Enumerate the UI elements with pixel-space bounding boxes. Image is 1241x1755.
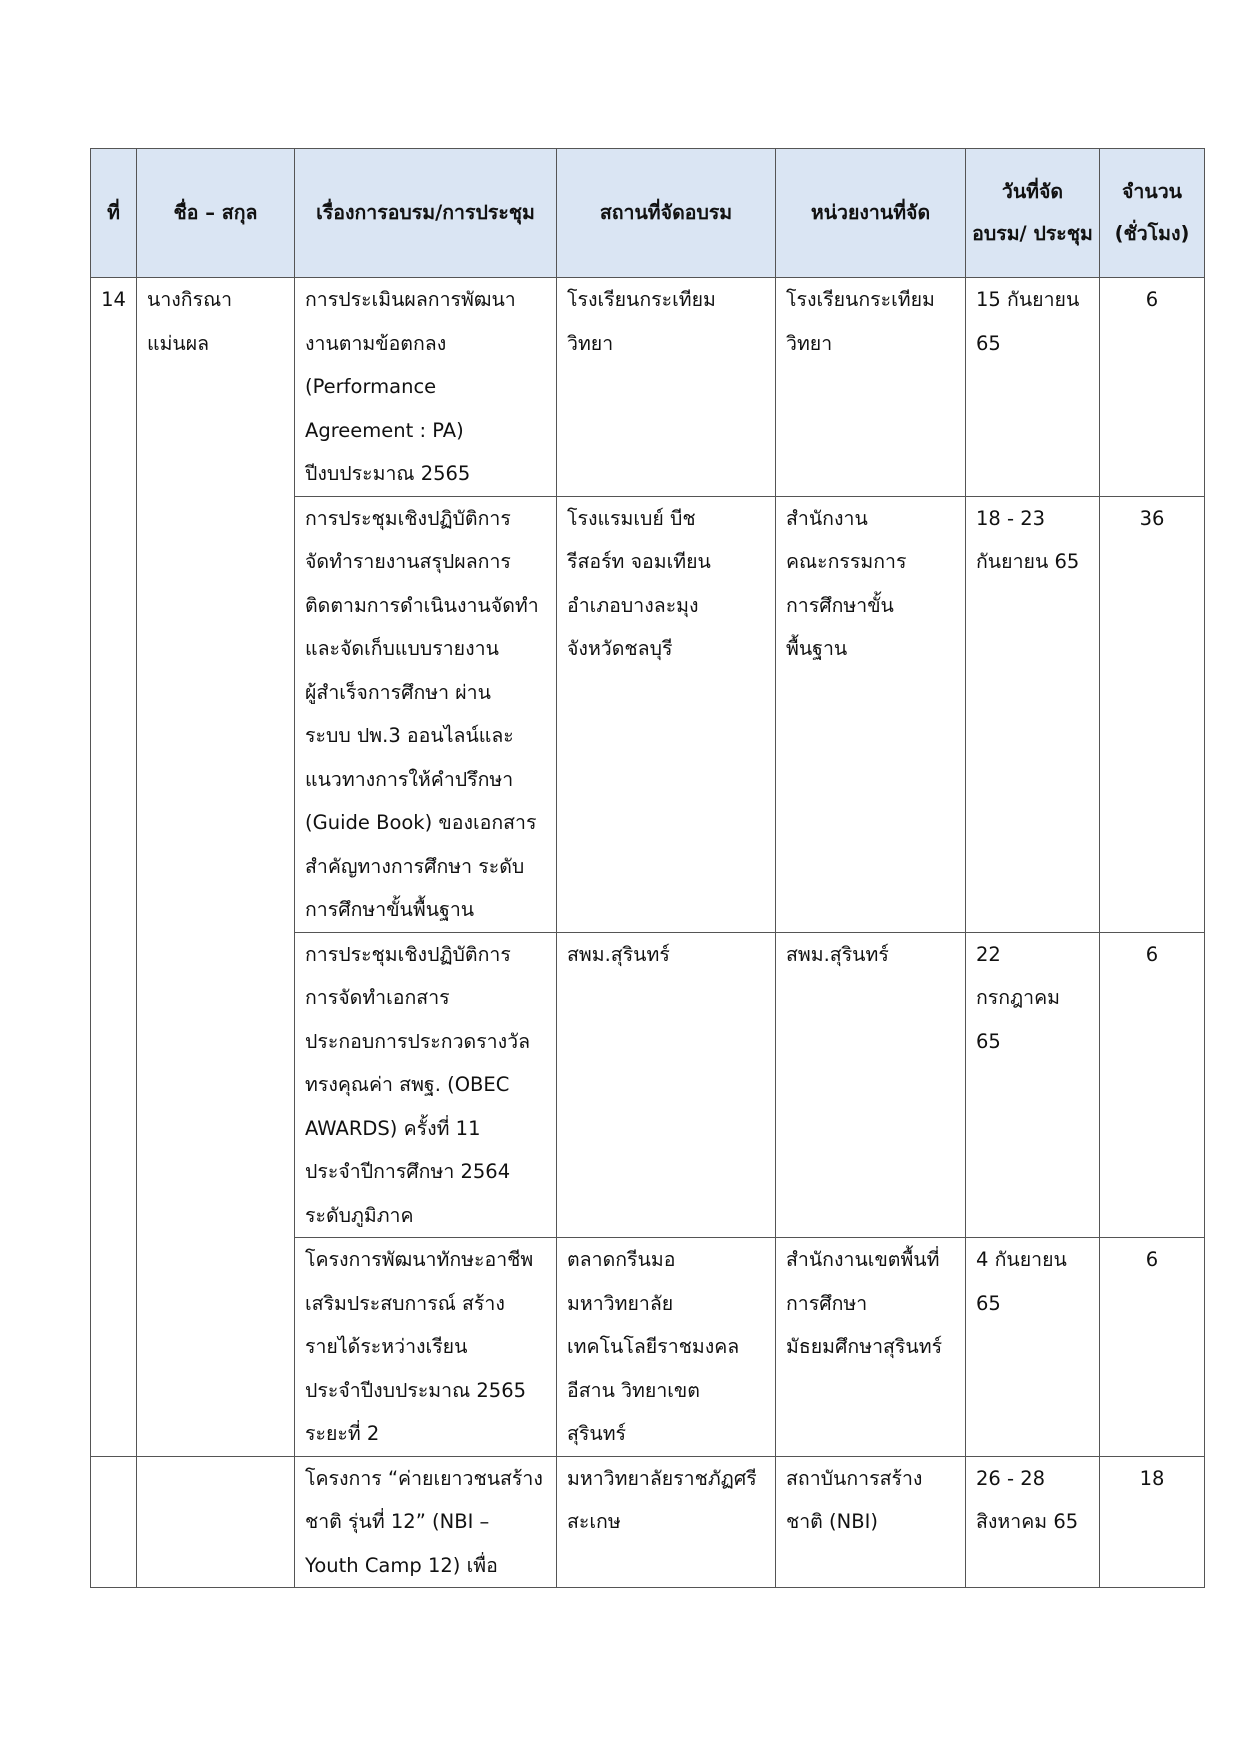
table-row (91, 278, 1205, 497)
training-date: 4 กันยายน 65 (966, 1238, 1100, 1457)
training-date: 26 - 28 สิงหาคม 65 (966, 1456, 1100, 1588)
training-organizer: สำนักงานเขตพื้นที่ การศึกษา มัธยมศึกษาสุรินทร์ (776, 1238, 966, 1457)
training-organizer: โรงเรียนกระเทียม วิทยา (776, 278, 966, 497)
training-record-table (90, 148, 1205, 1588)
training-topic: โครงการพัฒนาทักษะอาชีพ เสริมประสบการณ์ สร้าง รายได้ระหว่างเรียน ประจำปีงบประมาณ 2565 ระยะที่ 2 (295, 1238, 557, 1457)
header-venue: สถานที่จัดอบรม (557, 149, 776, 278)
training-organizer: สถาบันการสร้าง ชาติ (NBI) (776, 1456, 966, 1588)
header-row (91, 149, 1205, 278)
table-row (91, 1456, 1205, 1588)
training-hours: 36 (1100, 496, 1205, 932)
training-organizer: สำนักงาน คณะกรรมการ การศึกษาขั้น พื้นฐาน (776, 496, 966, 932)
row-number: 14 (91, 278, 137, 1457)
header-no: ที่ (91, 149, 137, 278)
training-hours: 6 (1100, 932, 1205, 1238)
header-name: ชื่อ – สกุล (137, 149, 295, 278)
training-venue: สพม.สุรินทร์ (557, 932, 776, 1238)
training-topic: การประชุมเชิงปฏิบัติการ การจัดทำเอกสาร ประกอบการประกวดรางวัล ทรงคุณค่า สพฐ. (OBEC AWARDS) ครั้งที่ 11 ประจำปีการศึกษา 2564 ระดับภูมิภาค (295, 932, 557, 1238)
training-date: 15 กันยายน 65 (966, 278, 1100, 497)
training-date: 22 กรกฎาคม 65 (966, 932, 1100, 1238)
training-topic: การประชุมเชิงปฏิบัติการ จัดทำรายงานสรุปผลการ ติดตามการดำเนินงานจัดทำ และจัดเก็บแบบรายงาน ผู้สำเร็จการศึกษา ผ่าน ระบบ ปพ.3 ออนไลน์และ แนวทางการให้คำปรึกษา (Guide Book) ของเอกสาร สำคัญทางการศึกษา ระดับ การศึกษาขั้นพื้นฐาน (295, 496, 557, 932)
person-name: นางกิรณา แม่นผล (137, 278, 295, 1457)
training-venue: โรงแรมเบย์ บีช รีสอร์ท จอมเทียน อำเภอบางละมุง จังหวัดชลบุรี (557, 496, 776, 932)
training-venue: มหาวิทยาลัยราชภัฏศรี สะเกษ (557, 1456, 776, 1588)
training-topic: การประเมินผลการพัฒนา งานตามข้อตกลง (Performance Agreement : PA) ปีงบประมาณ 2565 (295, 278, 557, 497)
header-hours: จำนวน (ชั่วโมง) (1100, 149, 1205, 278)
training-hours: 6 (1100, 278, 1205, 497)
person-name (137, 1456, 295, 1588)
training-organizer: สพม.สุรินทร์ (776, 932, 966, 1238)
training-hours: 6 (1100, 1238, 1205, 1457)
training-venue: ตลาดกรีนมอ มหาวิทยาลัย เทคโนโลยีราชมงคล อีสาน วิทยาเขต สุรินทร์ (557, 1238, 776, 1457)
row-number (91, 1456, 137, 1588)
training-topic: โครงการ “ค่ายเยาวชนสร้าง ชาติ รุ่นที่ 12” (NBI – Youth Camp 12) เพื่อ (295, 1456, 557, 1588)
training-venue: โรงเรียนกระเทียม วิทยา (557, 278, 776, 497)
training-hours: 18 (1100, 1456, 1205, 1588)
header-organizer: หน่วยงานที่จัด (776, 149, 966, 278)
training-date: 18 - 23 กันยายน 65 (966, 496, 1100, 932)
header-topic: เรื่องการอบรม/การประชุม (295, 149, 557, 278)
header-date: วันที่จัด อบรม/ ประชุม (966, 149, 1100, 278)
